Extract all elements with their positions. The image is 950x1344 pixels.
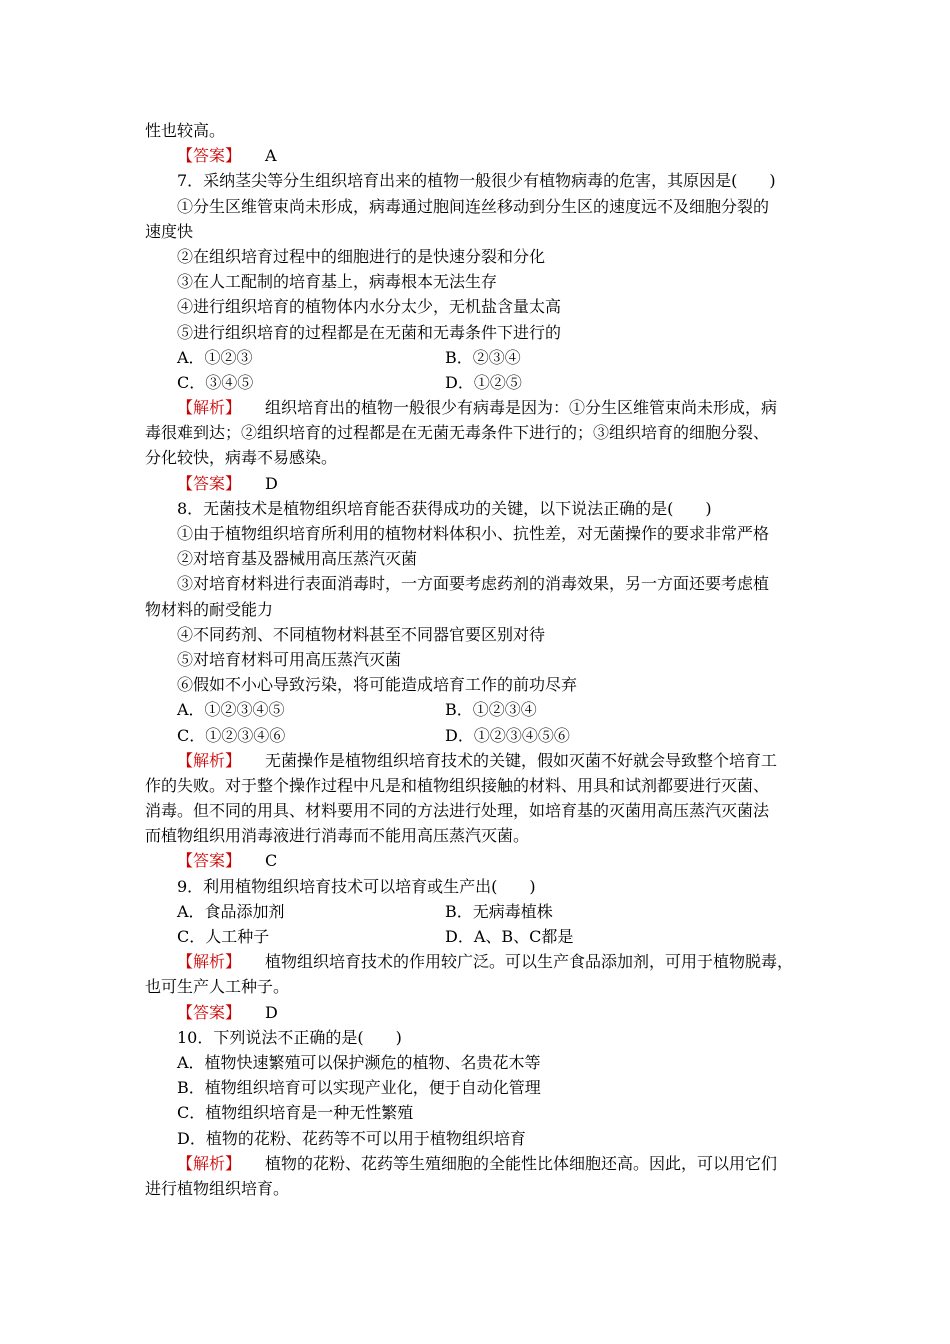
statement: ①由于植物组织培育所利用的植物材料体积小、抗性差，对无菌操作的要求非常严格: [177, 524, 770, 543]
statement: ②对培育基及器械用高压蒸汽灭菌: [177, 549, 418, 569]
statement-continuation: 速度快: [145, 221, 194, 241]
option-c: C．人工种子: [177, 927, 270, 946]
options-row: [145, 697, 812, 722]
analysis-continuation: 也可生产人工种子。: [145, 977, 290, 997]
options-row: [145, 723, 812, 748]
statement: ⑤进行组织培育的过程都是在无菌和无毒条件下进行的: [177, 322, 562, 342]
option-b: B．植物组织培育可以实现产业化，便于自动化管理: [177, 1078, 541, 1098]
option-b: B．①②③④: [445, 700, 537, 720]
question-9-stem: 9．利用植物组织培育技术可以培育或生产出( ): [177, 876, 536, 896]
question-8-stem: 8．无菌技术是植物组织培育能否获得成功的关键，以下说法正确的是( ): [177, 498, 712, 518]
question-10-stem: 10．下列说法不正确的是( ): [177, 1027, 402, 1047]
statement: ③对培育材料进行表面消毒时，一方面要考虑药剂的消毒效果，另一方面还要考虑植: [177, 574, 770, 594]
answer-value: A: [265, 146, 277, 166]
answer-tag: 【答案】: [177, 851, 242, 871]
answer-value: D: [265, 1002, 278, 1022]
answer-tag: 【答案】: [177, 1002, 242, 1022]
options-row: [145, 370, 812, 395]
statement: ⑥假如不小心导致污染，将可能造成培育工作的前功尽弃: [177, 675, 578, 695]
document-page: [145, 118, 812, 1201]
options-row: [145, 899, 812, 924]
option-d: D．植物的花粉、花药等不可以用于植物组织培育: [177, 1128, 526, 1148]
analysis-text: 无菌操作是植物组织培育技术的关键，假如灭菌不好就会导致整个培育工: [265, 750, 778, 770]
option-c: C．植物组织培育是一种无性繁殖: [177, 1103, 414, 1123]
analysis-text: 组织培育出的植物一般很少有病毒是因为：①分生区维管束尚未形成，病: [265, 398, 778, 418]
statement: ①分生区维管束尚未形成，病毒通过胞间连丝移动到分生区的速度远不及细胞分裂的: [177, 196, 770, 216]
analysis-tag: 【解析】: [177, 398, 242, 418]
analysis-line: [145, 949, 812, 974]
analysis-text: 植物组织培育技术的作用较广泛。可以生产食品添加剂，可用于植物脱毒，: [265, 952, 794, 972]
answer-tag: 【答案】: [177, 146, 242, 166]
statement: ④不同药剂、不同植物材料甚至不同器官要区别对待: [177, 624, 546, 644]
option-d: D．A、B、C都是: [445, 927, 574, 946]
statement: ⑤对培育材料可用高压蒸汽灭菌: [177, 649, 402, 669]
analysis-line: [145, 395, 812, 420]
analysis-tag: 【解析】: [177, 952, 242, 972]
analysis-continuation: 作的失败。对于整个操作过程中凡是和植物组织接触的材料、用具和试剂都要进行灭菌、: [145, 775, 770, 795]
analysis-text: 植物的花粉、花药等生殖细胞的全能性比体细胞还高。因此，可以用它们: [265, 1153, 778, 1173]
option-b: B．②③④: [445, 347, 521, 367]
answer-value: D: [265, 473, 278, 493]
analysis-tag: 【解析】: [177, 1153, 242, 1173]
statement: ④进行组织培育的植物体内水分太少，无机盐含量太高: [177, 297, 562, 317]
statement-continuation: 物材料的耐受能力: [145, 599, 274, 619]
answer-tag: 【答案】: [177, 473, 242, 493]
option-a: A．①②③: [177, 347, 253, 367]
options-row: [145, 924, 812, 949]
question-7-stem: 7．采纳茎尖等分生组织培育出来的植物一般很少有植物病毒的危害，其原因是( ): [177, 171, 776, 191]
analysis-continuation: 而植物组织用消毒液进行消毒而不能用高压蒸汽灭菌。: [145, 826, 530, 846]
option-c: C．③④⑤: [177, 372, 254, 392]
answer-line: [145, 1000, 812, 1025]
text-line: 性也较高。: [145, 121, 226, 140]
analysis-continuation: 毒很难到达；②组织培育的过程都是在无菌无毒条件下进行的；③组织培育的细胞分裂、: [145, 423, 770, 443]
analysis-line: [145, 1151, 812, 1176]
option-a: A．①②③④⑤: [177, 700, 285, 720]
analysis-line: [145, 748, 812, 773]
analysis-continuation: 进行植物组织培育。: [145, 1178, 290, 1198]
analysis-continuation: 消毒。但不同的用具、材料要用不同的方法进行处理，如培育基的灭菌用高压蒸汽灭菌法: [145, 801, 770, 821]
options-row: [145, 345, 812, 370]
analysis-continuation: 分化较快，病毒不易感染。: [145, 448, 338, 468]
option-b: B．无病毒植株: [445, 901, 553, 921]
statement: ②在组织培育过程中的细胞进行的是快速分裂和分化: [177, 246, 546, 266]
option-a: A．食品添加剂: [177, 901, 285, 921]
analysis-tag: 【解析】: [177, 750, 242, 770]
option-d: D．①②⑤: [445, 372, 522, 392]
option-c: C．①②③④⑥: [177, 725, 286, 745]
answer-line: [145, 143, 812, 168]
answer-line: [145, 848, 812, 873]
option-d: D．①②③④⑤⑥: [445, 725, 570, 745]
answer-line: [145, 471, 812, 496]
answer-value: C: [265, 851, 278, 871]
option-a: A．植物快速繁殖可以保护濒危的植物、名贵花木等: [177, 1052, 541, 1072]
statement: ③在人工配制的培育基上，病毒根本无法生存: [177, 272, 498, 292]
